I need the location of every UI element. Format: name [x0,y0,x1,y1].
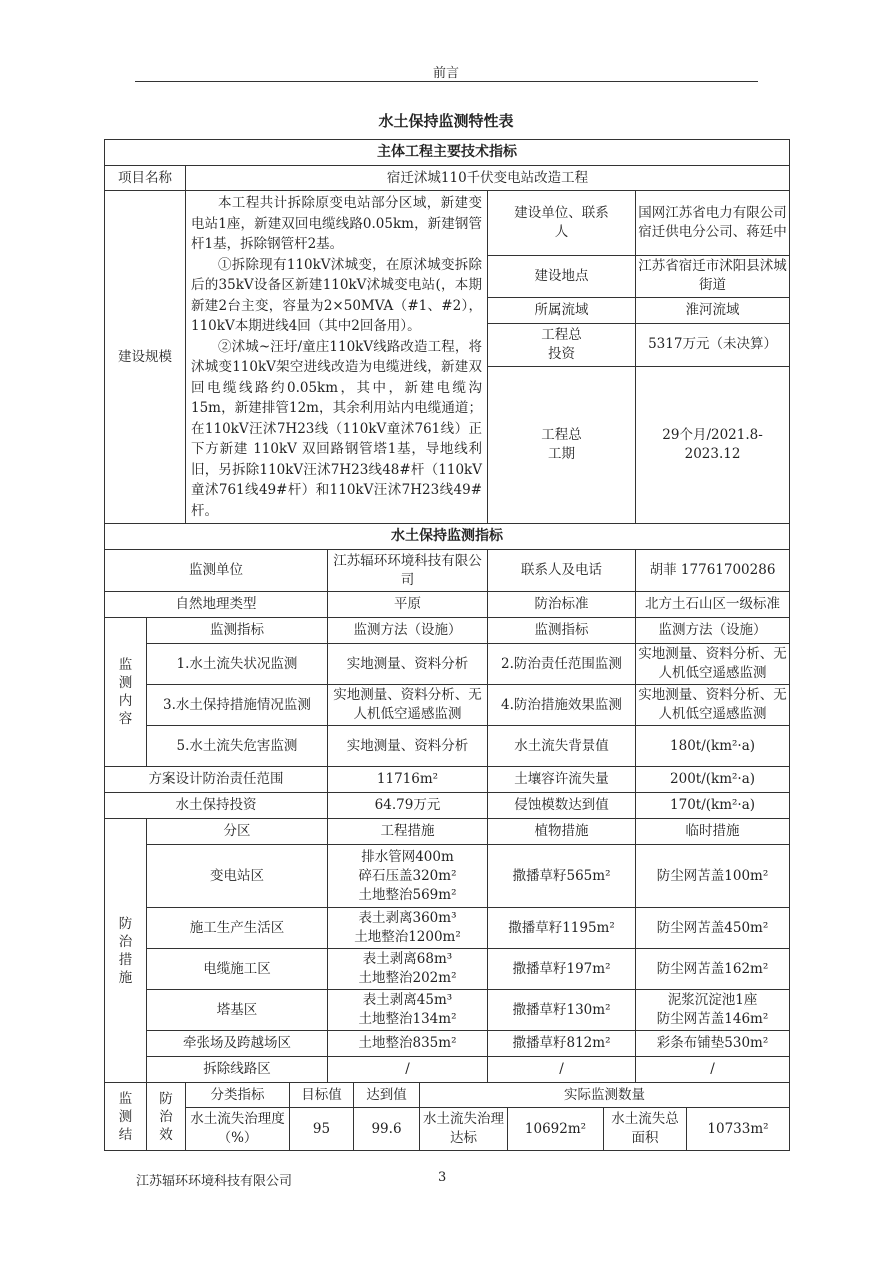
col-eng: 工程措施 [328,819,488,845]
background-value: 180t/(km²·a) [636,726,790,767]
background-label: 水土流失背景值 [488,726,636,767]
allow-value: 200t/(km²·a) [636,767,790,793]
std-area-label: 水土流失治理达标 [420,1108,508,1151]
geo-label: 自然地理类型 [105,592,328,618]
col-achieved: 达到值 [354,1083,420,1108]
total-area-label: 水土流失总面积 [604,1108,687,1151]
monitor-index: 5.水土流失危害监测 [147,726,328,767]
total-area-value: 10733m² [687,1108,790,1151]
monitor-method: 实地测量、资料分析、无人机低空遥感监测 [328,685,488,726]
col-index-1: 监测指标 [147,618,328,644]
scale-description [186,191,488,524]
zone-name: 牵张场及跨越场区 [147,1031,328,1057]
doc-title: 水土保持监测特性表 [378,112,514,130]
target-value: 95 [290,1108,354,1151]
scale-label: 建设规模 [105,191,186,524]
eng-measures: / [328,1057,488,1083]
temp-measures: 防尘网苫盖450m² [636,908,790,949]
eng-measures: 表土剥离68m³ 土地整治202m² [328,949,488,990]
col-index-2: 监测指标 [488,618,636,644]
contact-label: 联系人及电话 [488,550,636,592]
temp-measures: 彩条布铺垫530m² [636,1031,790,1057]
soil-invest-value: 64.79万元 [328,793,488,819]
col-zone: 分区 [147,819,328,845]
zone-name: 塔基区 [147,990,328,1031]
period-value: 29个月/2021.8-2023.12 [636,366,790,523]
monitor-unit-value: 江苏辐环环境科技有限公司 [328,550,488,592]
category-value: 水土流失治理度（%） [186,1108,290,1151]
zone-name: 变电站区 [147,845,328,908]
erosion-value: 170t/(km²·a) [636,793,790,819]
temp-measures: 防尘网苫盖162m² [636,949,790,990]
plant-measures: 撒播草籽565m² [488,845,636,908]
geo-value: 平原 [328,592,488,618]
monitor-method: 实地测量、资料分析 [328,644,488,685]
plant-measures: / [488,1057,636,1083]
monitor-index: 2.防治责任范围监测 [488,644,636,685]
col-method-2: 监测方法（设施） [636,618,790,644]
scope-label: 方案设计防治责任范围 [105,767,328,793]
location-value: 江苏省宿迁市沭阳县沭城街道 [636,255,790,297]
plant-measures: 撒播草籽1195m² [488,908,636,949]
footer-company: 江苏辐环环境科技有限公司 [136,1174,293,1189]
plant-measures: 撒播草籽812m² [488,1031,636,1057]
allow-label: 土壤容许流失量 [488,767,636,793]
invest-value: 5317万元（未决算） [636,324,790,366]
temp-measures: 防尘网苫盖100m² [636,845,790,908]
plant-measures: 撒播草籽197m² [488,949,636,990]
scale-paragraph-3: ②沭城~汪圩/童庄110kV线路改造工程，将沭城变110kV架空进线改造为电缆进线，新建双回电缆线路约0.05km，其中，新建电缆沟15m，新建排管12m，其余利用站内电缆通道；在110kV汪沭7H23线（110kV童沭761线）正下方新建 110kV 双回路钢管塔1基，导地线利旧，另拆除110kV汪沭7H23线48#杆（110kV童沭761线49#杆）和110kV汪沭7H23线49#杆。 [191,338,482,519]
eng-measures: 土地整治835m² [328,1031,488,1057]
footer-page-number: 3 [438,1170,447,1185]
eng-measures: 表土剥离45m³ 土地整治134m² [328,990,488,1031]
temp-measures: 泥浆沉淀池1座 防尘网苫盖146m² [636,990,790,1031]
soil-invest-label: 水土保持投资 [105,793,328,819]
unit-value: 国网江苏省电力有限公司宿迁供电分公司、蒋廷中 [636,191,790,256]
col-method-1: 监测方法（设施） [328,618,488,644]
zone-name: 施工生产生活区 [147,908,328,949]
eng-measures: 表土剥离360m³ 土地整治1200m² [328,908,488,949]
monitor-method: 实地测量、资料分析、无人机低空遥感监测 [636,685,790,726]
results-label: 监测结 [105,1083,147,1151]
plant-measures: 撒播草籽130m² [488,990,636,1031]
effect-label: 防治效 [147,1083,186,1151]
section-heading-main: 主体工程主要技术指标 [105,140,790,166]
standard-value: 北方土石山区一级标准 [636,592,790,618]
period-label: 工程总工期 [488,366,636,523]
characteristics-table [104,139,790,1083]
monitor-index: 1.水土流失状况监测 [147,644,328,685]
header-rule [135,81,758,82]
col-category: 分类指标 [186,1083,290,1108]
monitor-method: 实地测量、资料分析、无人机低空遥感监测 [636,644,790,685]
col-actual: 实际监测数量 [420,1083,790,1108]
std-area-value: 10692m² [508,1108,604,1151]
zone-name: 电缆施工区 [147,949,328,990]
eng-measures: 排水管网400m 碎石压盖320m² 土地整治569m² [328,845,488,908]
section-heading-monitor: 水土保持监测指标 [105,524,790,550]
erosion-label: 侵蚀模数达到值 [488,793,636,819]
monitor-unit-label: 监测单位 [105,550,328,592]
scope-value: 11716m² [328,767,488,793]
contact-value: 胡菲 17761700286 [636,550,790,592]
basin-label: 所属流域 [488,297,636,323]
unit-label: 建设单位、联系人 [488,191,636,256]
col-temp: 临时措施 [636,819,790,845]
project-name: 宿迁沭城110千伏变电站改造工程 [186,166,790,191]
monitor-method: 实地测量、资料分析 [328,726,488,767]
scale-paragraph-2: ①拆除现有110kV沭城变，在原沭城变拆除后的35kV设备区新建110kV沭城变电站(，本期新建2台主变，容量为2×50MVA（#1、#2），110kV本期进线4回（其中2回备用）。 [191,256,482,334]
measures-label: 防治措施 [105,819,147,1083]
monitor-content-label: 监测内容 [105,618,147,767]
results-table [104,1082,790,1151]
page-header: 前言 [432,66,459,81]
standard-label: 防治标准 [488,592,636,618]
project-label: 项目名称 [105,166,186,191]
temp-measures: / [636,1057,790,1083]
col-target: 目标值 [290,1083,354,1108]
col-plant: 植物措施 [488,819,636,845]
location-label: 建设地点 [488,255,636,297]
basin-value: 淮河流域 [636,297,790,323]
monitor-index: 3.水土保持措施情况监测 [147,685,328,726]
monitor-index: 4.防治措施效果监测 [488,685,636,726]
invest-label: 工程总投资 [488,324,636,366]
scale-paragraph-1: 本工程共计拆除原变电站部分区域，新建变电站1座，新建双回电缆线路0.05km，新建钢管杆1基，拆除钢管杆2基。 [191,195,482,252]
zone-name: 拆除线路区 [147,1057,328,1083]
achieved-value: 99.6 [354,1108,420,1151]
